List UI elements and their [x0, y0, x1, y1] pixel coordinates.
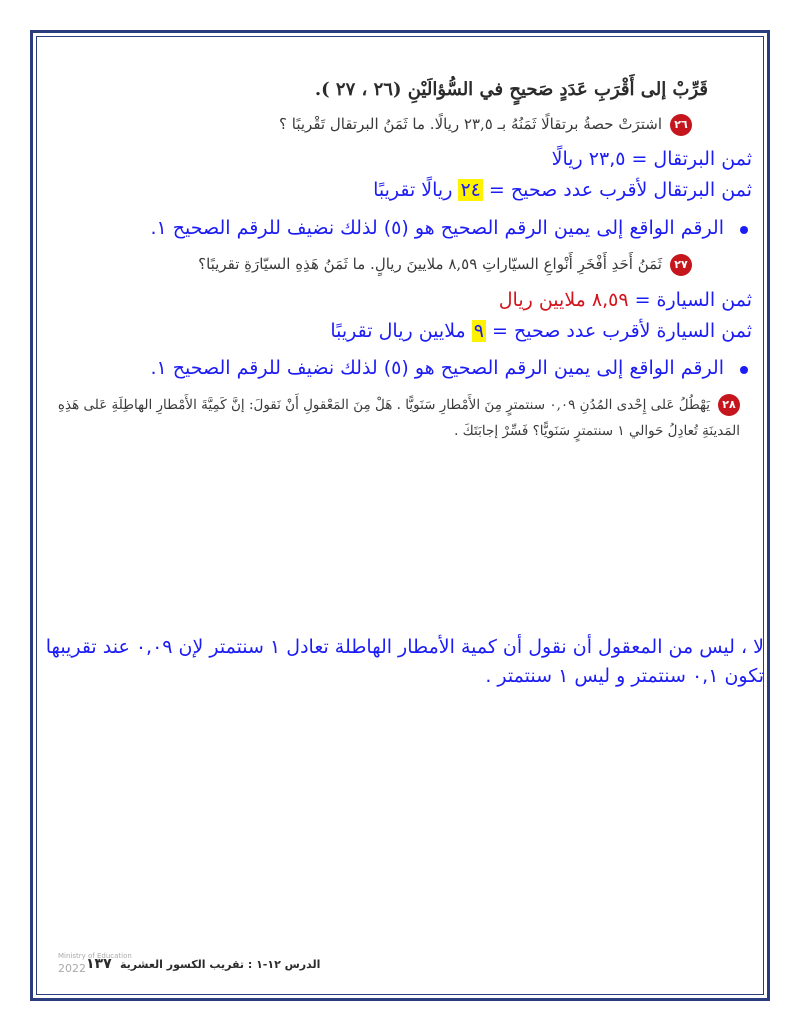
answer-paragraph: لا ، ليس من المعقول أن نقول أن كمية الأمطار الهاطلة تعادل ١ سنتمتر لإن ٠,٠٩ عند تقريبها تكون ٠,١ سنتمتر و ليس ١ سنتمتر .	[45, 636, 764, 687]
problem-text: ثَمَنُ أَحَدِ أَفْخَرِ أَنْواعِ السيّاراتِ ٨,٥٩ ملايينَ ريالٍ. ما ثَمَنُ هَذِهِ السيّارَةِ تقريبًا؟	[198, 255, 662, 274]
solution-line	[48, 286, 752, 315]
problem-text: يَهْطُلُ عَلى إِحْدى المُدُنِ ٠,٠٩ سنتمترٍ مِنَ الأَمْطارِ سَنَويًّا . هَلْ مِنَ المَعْقولِ أَنْ نَقولَ: إنَّ كَمِيَّةَ الأَمْطارِ الهاطِلَةِ عَلى هَذِهِ المَدينَةِ تُعادِلُ حَوالي ١ سنتمترٍ سَنَويًّا؟ فَسِّرْ إجابَتَكَ .	[57, 396, 740, 440]
solution-line	[48, 176, 752, 205]
solution-text: ثمن البرتقال لأقرب عدد صحيح =	[482, 179, 752, 202]
problem-26	[48, 111, 752, 137]
problem-number-badge: ٢٨	[718, 394, 740, 416]
worksheet-content	[48, 76, 752, 453]
bullet-dot-icon	[740, 366, 748, 374]
solution-line	[48, 145, 752, 174]
page-footer	[58, 952, 358, 982]
highlighted-answer: ٩	[473, 320, 484, 343]
problem-28	[48, 392, 752, 445]
highlighted-answer: ٢٤	[460, 179, 481, 202]
lesson-title: الدرس ١٢-١ : تقريب الكسور العشرية	[120, 958, 321, 971]
solution-text: ملايين ريال تقريبًا	[330, 320, 472, 343]
problem-number-badge: ٢٦	[670, 114, 692, 136]
problem-27	[48, 251, 752, 277]
bullet-dot-icon	[740, 226, 748, 234]
bullet-text: الرقم الواقع إلى يمين الرقم الصحيح هو (٥) لذلك نضيف للرقم الصحيح ١.	[150, 216, 724, 239]
solution-line	[48, 317, 752, 346]
problem-number-badge: ٢٧	[670, 254, 692, 276]
solution-text: ثمن السيارة =	[628, 288, 752, 311]
watermark-year: 2022	[58, 962, 86, 975]
explanation-bullet	[48, 214, 752, 243]
page-number: ١٣٧	[86, 956, 112, 972]
explanation-bullet	[48, 354, 752, 383]
given-value: ٨,٥٩ ملايين ريال	[498, 288, 629, 311]
solution-text: ثمن السيارة لأقرب عدد صحيح =	[485, 320, 752, 343]
bullet-text: الرقم الواقع إلى يمين الرقم الصحيح هو (٥) لذلك نضيف للرقم الصحيح ١.	[150, 357, 724, 380]
watermark-text: Ministry of Education	[58, 952, 132, 960]
question-instruction: قَرِّبْ إلى أَقْرَبِ عَدَدٍ صَحيحٍ في السُّؤالَيْنِ (٢٦ ، ٢٧ ).	[314, 79, 708, 100]
problem-text: اشترَتْ حصةُ برتقالًا ثَمَنُهُ بـ ٢٣,٥ ريالًا. ما ثَمَنُ البرتقال تَقْريبًا ؟	[279, 114, 662, 133]
solution-text: ثمن البرتقال = ٢٣,٥ ريالًا	[551, 148, 752, 171]
solution-text: ريالًا تقريبًا	[373, 179, 459, 202]
